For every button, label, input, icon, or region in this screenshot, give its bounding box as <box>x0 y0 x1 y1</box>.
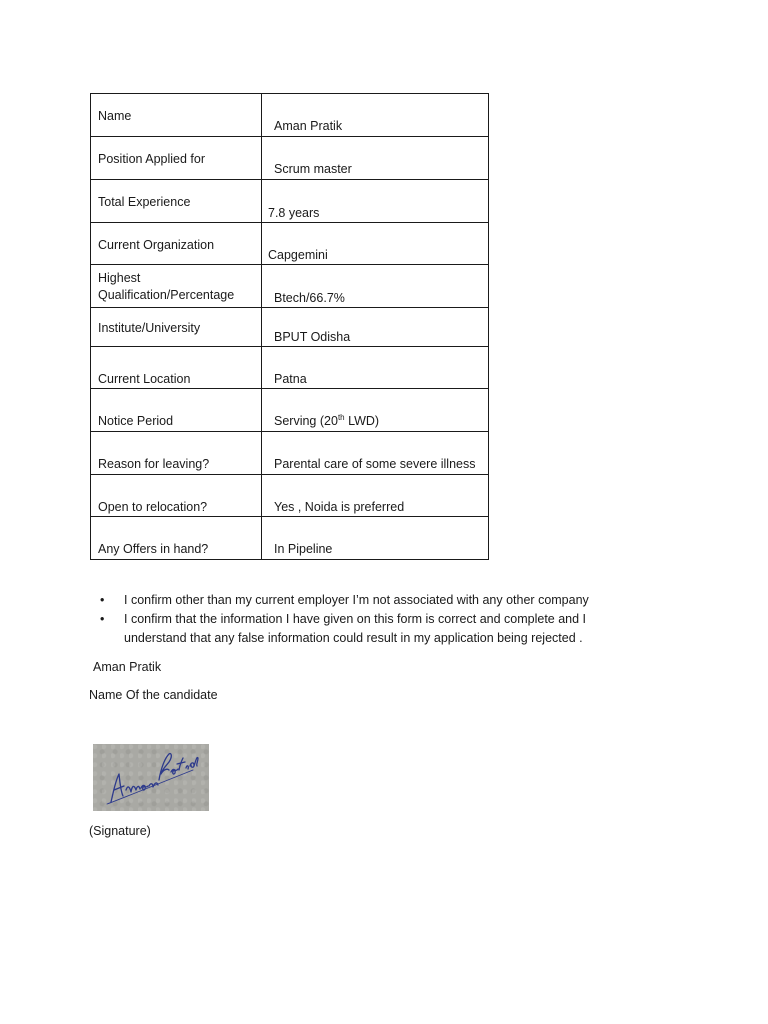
table-row <box>91 475 489 517</box>
row-value: Scrum master <box>274 162 352 176</box>
label-cell <box>91 265 262 308</box>
row-value: Yes , Noida is preferred <box>274 500 405 514</box>
row-value: In Pipeline <box>274 542 333 556</box>
declaration-list <box>96 591 656 648</box>
bullet-icon: • <box>100 612 105 626</box>
row-value: Btech/66.7% <box>274 291 345 305</box>
value-cell <box>262 432 489 475</box>
declaration-text-line-1: I confirm that the information I have given on this form is correct and complete and I <box>124 612 587 626</box>
row-label: Any Offers in hand? <box>98 542 209 556</box>
value-cell <box>262 517 489 560</box>
row-label: Current Location <box>98 372 191 386</box>
value-cell <box>262 308 489 347</box>
row-label: Notice Period <box>98 414 174 428</box>
label-cell <box>91 475 262 517</box>
value-cell <box>262 265 489 308</box>
signature-scribble <box>93 744 209 811</box>
table-row <box>91 308 489 347</box>
row-value: Patna <box>274 372 307 386</box>
table-row <box>91 223 489 265</box>
signature-image <box>93 744 209 811</box>
row-label: Institute/University <box>98 321 201 335</box>
row-label: Name <box>98 109 132 123</box>
label-cell <box>91 517 262 560</box>
value-cell <box>262 223 489 265</box>
table-row <box>91 389 489 432</box>
list-item <box>96 610 656 648</box>
value-cell <box>262 347 489 389</box>
notice-value-text: Serving (20 <box>274 414 338 428</box>
value-cell <box>262 180 489 223</box>
table-row <box>91 180 489 223</box>
table-row <box>91 347 489 389</box>
value-cell <box>262 389 489 432</box>
label-cell <box>91 389 262 432</box>
row-value: Capgemini <box>268 248 328 262</box>
value-cell <box>262 137 489 180</box>
row-value: 7.8 years <box>268 206 320 220</box>
row-label: Total Experience <box>98 195 191 209</box>
candidate-name-caption: Name Of the candidate <box>89 688 218 702</box>
row-label: Open to relocation? <box>98 500 208 514</box>
row-label: Reason for leaving? <box>98 457 210 471</box>
row-label: Current Organization <box>98 238 215 252</box>
value-cell <box>262 94 489 137</box>
table-row <box>91 265 489 308</box>
value-cell <box>262 475 489 517</box>
candidate-details-table <box>90 93 489 560</box>
notice-value-suffix: LWD) <box>344 414 380 428</box>
candidate-name: Aman Pratik <box>93 660 162 674</box>
table-row <box>91 137 489 180</box>
table-row <box>91 432 489 475</box>
bullet-icon: • <box>100 593 105 607</box>
label-cell <box>91 137 262 180</box>
row-value: Parental care of some severe illness <box>274 457 476 471</box>
declaration-text-line-2: understand that any false information could result in my application being rejected . <box>124 631 583 645</box>
row-value: BPUT Odisha <box>274 330 351 344</box>
ordinal-suffix: th <box>337 413 345 422</box>
table-row <box>91 517 489 560</box>
row-label: Highest Qualification/Percentage <box>98 271 235 302</box>
table-row <box>91 94 489 137</box>
label-cell <box>91 94 262 137</box>
row-value: Aman Pratik <box>274 119 343 133</box>
declaration-text: I confirm other than my current employer I’m not associated with any other company <box>124 593 589 607</box>
signature-caption: (Signature) <box>89 824 151 838</box>
label-cell <box>91 432 262 475</box>
row-value <box>274 414 379 429</box>
list-item <box>96 591 656 610</box>
label-cell <box>91 223 262 265</box>
label-cell <box>91 308 262 347</box>
label-cell <box>91 180 262 223</box>
label-cell <box>91 347 262 389</box>
row-label: Position Applied for <box>98 152 206 166</box>
